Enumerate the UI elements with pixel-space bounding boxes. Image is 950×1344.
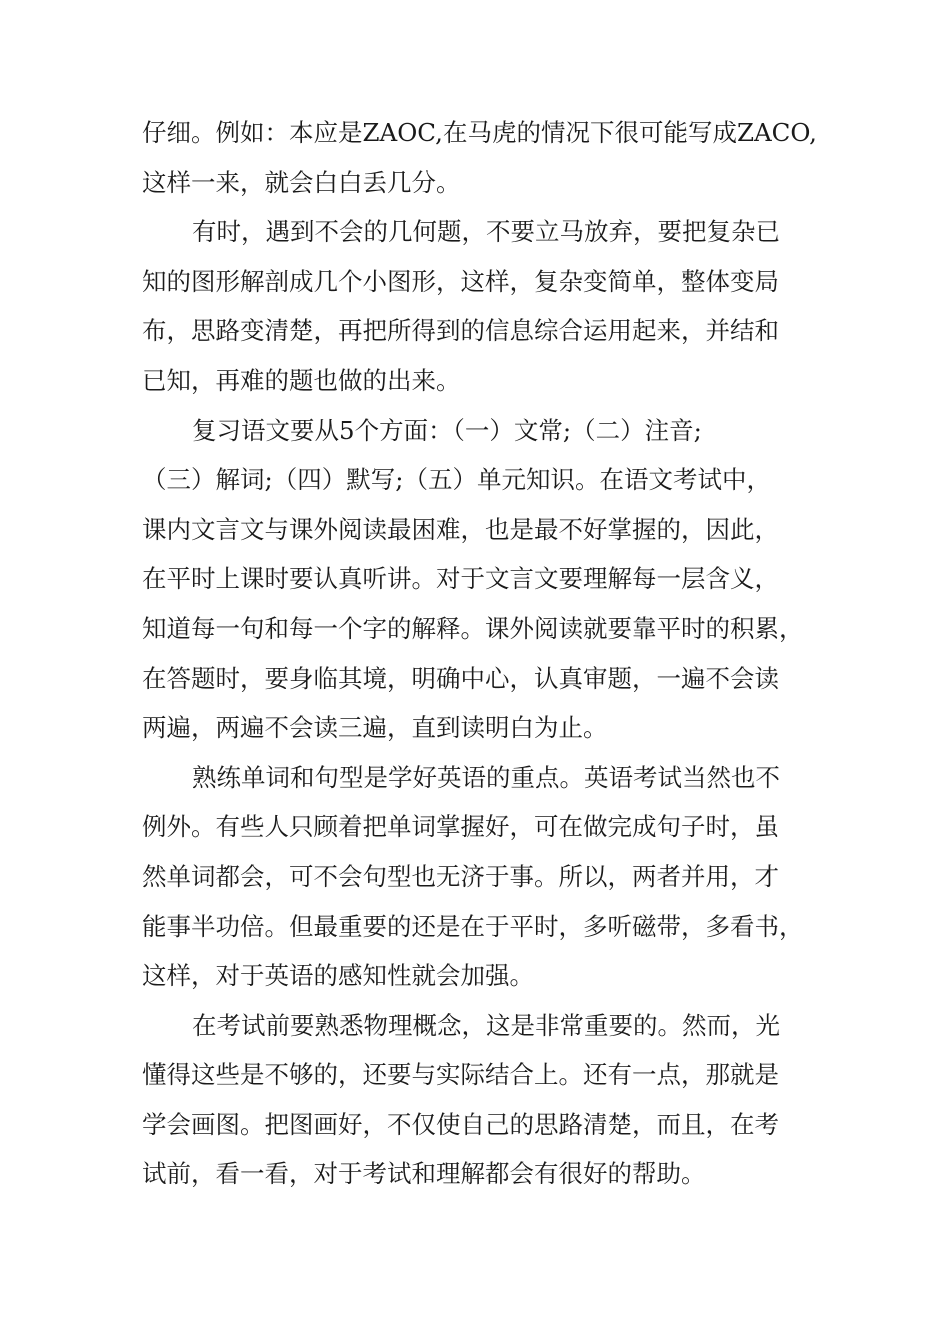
text-line: 在平时上课时要认真听讲。对于文言文要理解每一层含义， [142,564,779,594]
text-line: 熟练单词和句型是学好英语的重点。英语考试当然也不 [192,762,780,792]
paragraph-4 [142,753,812,1001]
text-line: 例外。有些人只顾着把单词掌握好，可在做完成句子时，虽 [142,812,779,842]
text-line: （三）解词;（四）默写;（五）单元知识。在语文考试中， [142,465,772,495]
text-line: 在考试前要熟悉物理概念，这是非常重要的。然而，光 [192,1010,780,1040]
text-line: 知道每一句和每一个字的解释。课外阅读就要靠平时的积累， [142,613,804,643]
text-line: 然单词都会，可不会句型也无济于事。所以，两者并用，才 [142,861,779,891]
text-line: 有时，遇到不会的几何题，不要立马放弃，要把复杂已 [192,217,780,247]
text-line: 学会画图。把图画好，不仅使自己的思路清楚，而且，在考 [142,1109,779,1139]
text-line: 懂得这些是不够的，还要与实际结合上。还有一点，那就是 [142,1060,779,1090]
text-line: 在答题时，要身临其境，明确中心，认真审题，一遍不会读 [142,663,779,693]
text-line: 知的图形解剖成几个小图形，这样，复杂变简单，整体变局 [142,266,779,296]
body-text [142,108,817,1199]
text-line: 仔细。例如：本应是ZAOC,在马虎的情况下很可能写成ZACO, [142,118,817,147]
text-line: 已知，再难的题也做的出来。 [142,365,461,395]
text-line: 课内文言文与课外阅读最困难，也是最不好掌握的，因此， [142,514,779,544]
text-line: 复习语文要从5个方面：（一）文常;（二）注音; [192,415,702,445]
text-line: 这样一来，就会白白丢几分。 [142,167,461,197]
text-line: 能事半功倍。但最重要的还是在于平时，多听磁带，多看书， [142,911,804,941]
paragraph-3 [142,406,812,753]
text-line: 这样，对于英语的感知性就会加强。 [142,961,534,991]
paragraph-1 [142,108,817,207]
text-line: 布，思路变清楚，再把所得到的信息综合运用起来，并结和 [142,316,779,346]
text-line: 两遍，两遍不会读三遍，直到读明白为止。 [142,713,608,743]
text-line: 试前，看一看，对于考试和理解都会有很好的帮助。 [142,1159,706,1189]
paragraph-5 [142,1001,812,1199]
paragraph-2 [142,207,812,405]
